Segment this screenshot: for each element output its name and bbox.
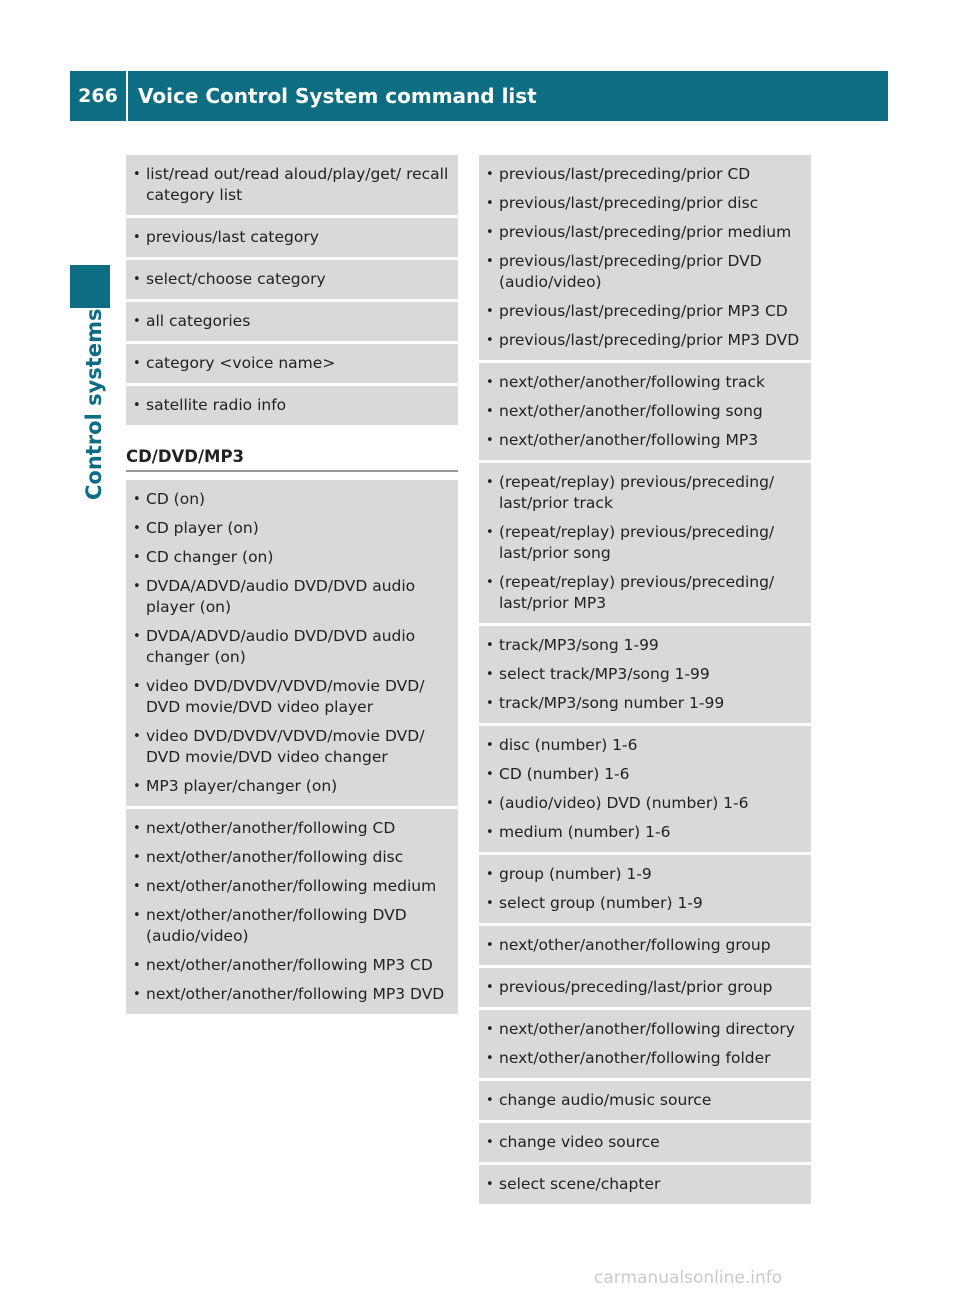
command-item: • group (number) 1-9	[499, 864, 805, 885]
section-tab-marker	[70, 265, 110, 308]
command-group	[479, 1165, 811, 1204]
command-item: • next/other/another/following MP3 DVD	[146, 984, 452, 1005]
command-item: • MP3 player/changer (on)	[146, 776, 452, 797]
command-item: • next/other/another/following CD	[146, 818, 452, 839]
command-item: • (repeat/replay) previous/preceding/ last/prior track	[499, 472, 805, 514]
command-item: • (repeat/replay) previous/preceding/ last/prior song	[499, 522, 805, 564]
command-group	[479, 926, 811, 965]
command-group	[126, 155, 458, 215]
command-item: • disc (number) 1-6	[499, 735, 805, 756]
command-group	[479, 726, 811, 852]
command-item: • next/other/another/following song	[499, 401, 805, 422]
command-item: • previous/preceding/last/prior group	[499, 977, 805, 998]
watermark: carmanualsonline.info	[594, 1268, 783, 1288]
command-group	[126, 809, 458, 1014]
command-group	[479, 626, 811, 723]
command-group	[126, 386, 458, 425]
command-item: • medium (number) 1-6	[499, 822, 805, 843]
command-group	[479, 463, 811, 623]
command-item: • select track/MP3/song 1-99	[499, 664, 805, 685]
left-cd-groups	[126, 480, 458, 1014]
command-item: • next/other/another/following folder	[499, 1048, 805, 1069]
command-item: • next/other/another/following track	[499, 372, 805, 393]
page-header	[70, 71, 888, 121]
command-item: • change video source	[499, 1132, 805, 1153]
command-group	[479, 1123, 811, 1162]
right-groups	[479, 155, 811, 1204]
command-item: • CD changer (on)	[146, 547, 452, 568]
command-item: • next/other/another/following directory	[499, 1019, 805, 1040]
command-item: • all categories	[146, 311, 452, 332]
command-item: • previous/last/preceding/prior CD	[499, 164, 805, 185]
command-item: • category <voice name>	[146, 353, 452, 374]
command-item: • previous/last/preceding/prior disc	[499, 193, 805, 214]
section-side-label-text: Control systems	[82, 308, 106, 500]
command-group	[479, 968, 811, 1007]
section-side-label	[80, 308, 110, 500]
command-group	[126, 302, 458, 341]
command-group	[126, 344, 458, 383]
command-item: • select scene/chapter	[499, 1174, 805, 1195]
command-item: • previous/last category	[146, 227, 452, 248]
command-item: • previous/last/preceding/prior medium	[499, 222, 805, 243]
command-item: • previous/last/preceding/prior MP3 DVD	[499, 330, 805, 351]
command-item: • (repeat/replay) previous/preceding/ last/prior MP3	[499, 572, 805, 614]
left-top-groups	[126, 155, 458, 425]
command-item: • (audio/video) DVD (number) 1-6	[499, 793, 805, 814]
command-item: • next/other/another/following medium	[146, 876, 452, 897]
command-item: • select/choose category	[146, 269, 452, 290]
command-item: • CD (number) 1-6	[499, 764, 805, 785]
command-item: • previous/last/preceding/prior DVD (audio/video)	[499, 251, 805, 293]
section-heading-cd-dvd-mp3: CD/DVD/MP3	[126, 447, 458, 472]
command-item: • DVDA/ADVD/audio DVD/DVD audio player (on)	[146, 576, 452, 618]
command-group	[126, 260, 458, 299]
command-item: • next/other/another/following group	[499, 935, 805, 956]
page-number: 266	[78, 85, 118, 107]
command-item: • CD (on)	[146, 489, 452, 510]
command-item: • list/read out/read aloud/play/get/ recall category list	[146, 164, 452, 206]
command-item: • next/other/another/following MP3	[499, 430, 805, 451]
command-item: • next/other/another/following MP3 CD	[146, 955, 452, 976]
right-column	[479, 155, 811, 1207]
command-item: • select group (number) 1-9	[499, 893, 805, 914]
command-item: • DVDA/ADVD/audio DVD/DVD audio changer (on)	[146, 626, 452, 668]
command-item: • track/MP3/song number 1-99	[499, 693, 805, 714]
command-item: • satellite radio info	[146, 395, 452, 416]
command-group	[479, 363, 811, 460]
command-item: • change audio/music source	[499, 1090, 805, 1111]
command-item: • video DVD/DVDV/VDVD/movie DVD/ DVD movie/DVD video player	[146, 676, 452, 718]
command-item: • next/other/another/following disc	[146, 847, 452, 868]
command-item: • previous/last/preceding/prior MP3 CD	[499, 301, 805, 322]
command-item: • video DVD/DVDV/VDVD/movie DVD/ DVD movie/DVD video changer	[146, 726, 452, 768]
command-item: • CD player (on)	[146, 518, 452, 539]
command-item: • next/other/another/following DVD (audio/video)	[146, 905, 452, 947]
header-divider	[126, 71, 128, 121]
page-title: Voice Control System command list	[138, 84, 537, 108]
left-column	[126, 155, 458, 1017]
command-group	[479, 855, 811, 923]
command-group	[479, 1010, 811, 1078]
command-group	[126, 218, 458, 257]
command-group	[479, 155, 811, 360]
command-item: • track/MP3/song 1-99	[499, 635, 805, 656]
command-group	[126, 480, 458, 806]
command-group	[479, 1081, 811, 1120]
